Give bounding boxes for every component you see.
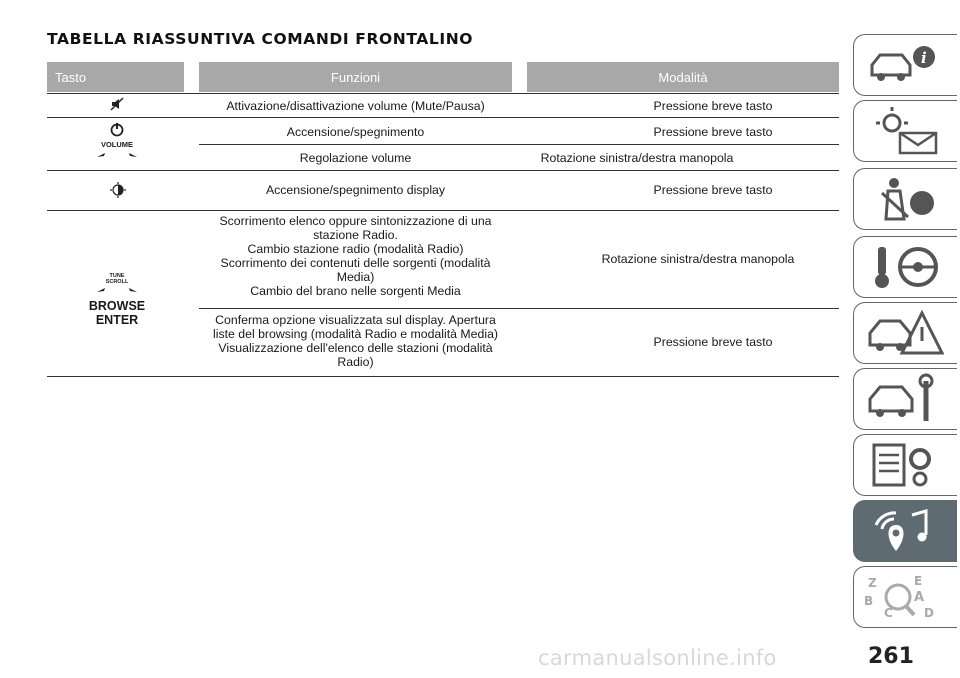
row-mute-mode: Pressione breve tasto — [653, 99, 773, 113]
chapter-tab-starting-driving[interactable] — [853, 236, 957, 298]
chapter-tab-safety[interactable] — [853, 168, 957, 230]
airbag-safety-icon — [864, 173, 944, 227]
chapter-tab-index[interactable] — [853, 566, 957, 628]
header-mode: Modalità — [527, 62, 839, 92]
chapter-tab-technical-data[interactable] — [853, 434, 957, 496]
row-divider — [47, 93, 839, 94]
row-browse-rotate-function: Scorrimento elenco oppure sintonizzazione di una stazione Radio. Cambio stazione radio (modalità Radio) Scorrimento dei contenuti delle sorgenti (modalità Media) Cambio del brano nelle sorgenti Media — [219, 214, 492, 298]
row-volume-mode: Rotazione sinistra/destra manopola — [540, 151, 734, 165]
row-power-function: Accensione/spegnimento — [286, 125, 425, 139]
chapter-tab-multimedia[interactable] — [853, 500, 957, 562]
commands-table — [47, 62, 839, 378]
volume-label: VOLUME — [100, 140, 134, 149]
row-mute-function: Attivazione/disattivazione volume (Mute/Pausa) — [226, 99, 485, 113]
scroll-label: SCROLL — [105, 279, 129, 285]
row-browse-press-mode: Pressione breve tasto — [653, 335, 773, 349]
row-power-mode: Pressione breve tasto — [653, 125, 773, 139]
tune-label: TUNE — [109, 273, 125, 279]
car-info-icon — [864, 39, 944, 93]
chapter-tab-maintenance[interactable] — [853, 368, 957, 430]
page-title: TABELLA RIASSUNTIVA COMANDI FRONTALINO — [47, 30, 474, 48]
row-browse-press-function: Conferma opzione visualizzata sul display. Apertura liste del browsing (modalità Radio e modalità Media) Visualizzazione dell'elenco delle stazioni (modalità Radio) — [212, 313, 498, 369]
index-alphabet-icon — [864, 571, 944, 625]
steering-key-icon — [864, 241, 944, 295]
row-volume-function: Regolazione volume — [299, 151, 412, 165]
header-functions: Funzioni — [199, 62, 512, 92]
svg-text:i: i — [921, 49, 927, 67]
svg-text:E: E — [914, 574, 923, 588]
row-divider — [47, 210, 839, 211]
svg-text:A: A — [914, 590, 925, 605]
browse-enter-label: BROWSE ENTER — [88, 299, 146, 327]
row-browse-rotate-mode: Rotazione sinistra/destra manopola — [601, 252, 795, 266]
multimedia-icon — [864, 505, 944, 559]
row-divider — [199, 308, 839, 309]
svg-text:B: B — [864, 594, 874, 608]
row-divider — [199, 144, 839, 145]
technical-data-icon — [864, 439, 944, 493]
chapter-tab-emergency[interactable] — [853, 302, 957, 364]
row-display-function: Accensione/spegnimento display — [265, 183, 446, 197]
svg-text:C: C — [884, 606, 893, 620]
car-maintenance-icon — [864, 373, 944, 427]
page-number: 261 — [868, 644, 914, 669]
row-divider — [47, 117, 839, 118]
chapter-tab-warning-lights[interactable] — [853, 100, 957, 162]
chapter-sidebar — [853, 0, 960, 678]
svg-text:D: D — [924, 606, 934, 620]
svg-text:Z: Z — [868, 576, 877, 590]
car-emergency-icon — [864, 307, 944, 361]
mute-icon — [110, 97, 124, 116]
display-brightness-icon — [110, 182, 126, 203]
row-divider — [47, 170, 839, 171]
row-display-mode: Pressione breve tasto — [653, 183, 773, 197]
row-divider — [47, 376, 839, 377]
watermark: carmanualsonline.info — [538, 646, 777, 670]
warning-lights-message-icon — [864, 105, 944, 159]
header-key: Tasto — [47, 62, 184, 92]
chapter-tab-car-info[interactable] — [853, 34, 957, 96]
